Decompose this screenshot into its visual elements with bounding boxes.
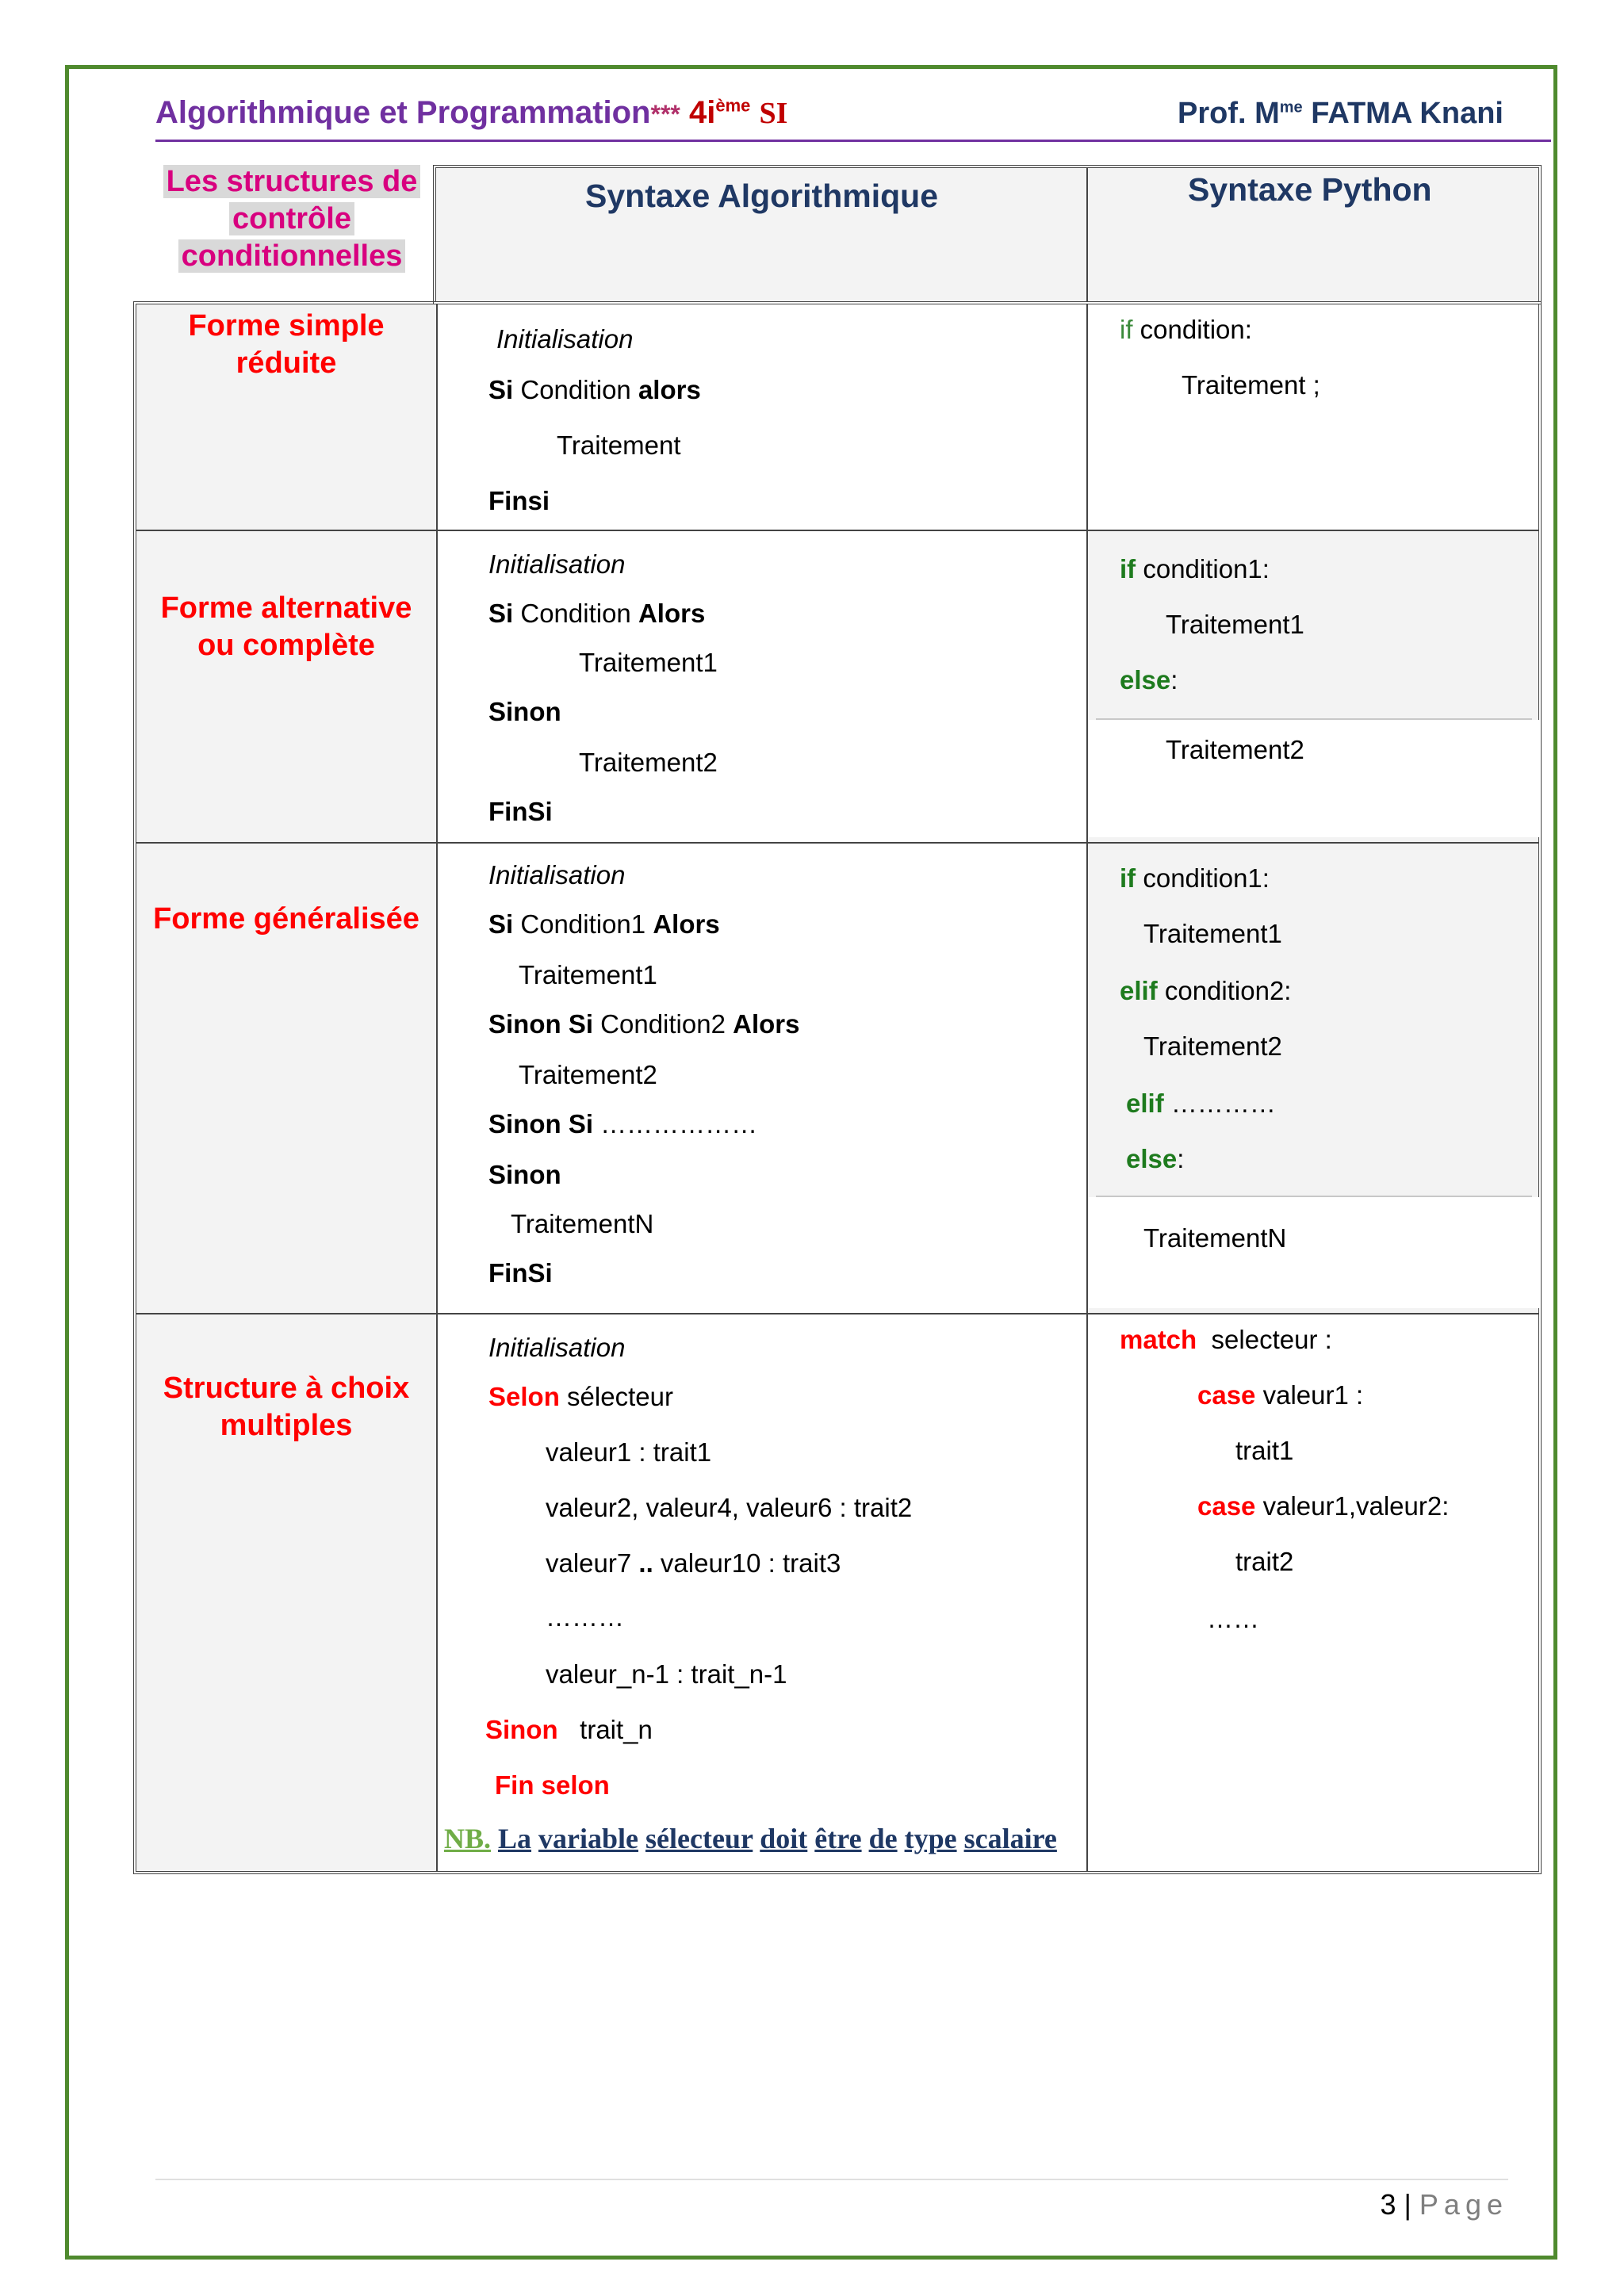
python-cell-1 — [1086, 304, 1538, 530]
python-line: Traitement2 — [1166, 735, 1304, 764]
algo-line: Fin selon — [495, 1770, 610, 1800]
algo-cell-4 — [436, 1313, 1086, 1871]
col-header-python: Syntaxe Python — [1188, 171, 1432, 208]
algo-line: Sinon — [488, 697, 561, 726]
algo-line: Initialisation — [488, 860, 626, 890]
python-line: case valeur1,valeur2: — [1197, 1491, 1450, 1521]
algo-cell-1 — [436, 304, 1086, 530]
algo-line: Si Condition1 Alors — [488, 909, 720, 939]
python-line: elif ………… — [1126, 1089, 1276, 1118]
python-line: Traitement1 — [1143, 919, 1282, 948]
python-line: trait1 — [1235, 1436, 1294, 1465]
python-line: Traitement1 — [1166, 610, 1304, 639]
algo-cell-3 — [436, 842, 1086, 1313]
algo-line: ……… — [546, 1602, 624, 1632]
header-table — [433, 165, 1542, 304]
algo-line: Sinon Si Condition2 Alors — [488, 1009, 800, 1039]
python-line: match selecteur : — [1120, 1325, 1332, 1354]
python-line: elif condition2: — [1120, 976, 1292, 1005]
algo-line: valeur_n-1 : trait_n-1 — [546, 1659, 787, 1689]
algo-line: Sinon trait_n — [485, 1715, 653, 1744]
page-number: 3 | Page — [1380, 2188, 1508, 2221]
row-label-cell-4 — [136, 1313, 436, 1871]
python-line: …… — [1207, 1604, 1259, 1633]
row-label-simple: Forme simple réduite — [188, 309, 385, 380]
python-cell-2 — [1086, 530, 1538, 842]
algo-line: valeur2, valeur4, valeur6 : trait2 — [546, 1493, 913, 1522]
algo-line: Traitement1 — [579, 648, 718, 677]
algo-line: FinSi — [488, 1258, 553, 1288]
page-header — [155, 94, 1551, 142]
python-line: case valeur1 : — [1197, 1380, 1364, 1410]
title-text: Algorithmique et Programmation — [155, 95, 651, 130]
algo-line: Initialisation — [488, 549, 626, 579]
row-label-choix-multiples: Structure à choix multiples — [163, 1372, 410, 1442]
python-cell-3 — [1086, 842, 1538, 1313]
algo-line: Sinon Si ……………… — [488, 1109, 758, 1138]
note: NB. La variable sélecteur doit être de type scalaire — [444, 1823, 1057, 1854]
algo-line: Traitement2 — [519, 1060, 657, 1089]
algo-line: Traitement1 — [519, 960, 657, 989]
section-text: SI — [759, 97, 788, 130]
algo-line: TraitementN — [511, 1209, 654, 1238]
corner-label: Les structures de contrôle conditionnelles — [159, 163, 425, 275]
python-line: TraitementN — [1143, 1223, 1287, 1253]
python-line: if condition1: — [1120, 554, 1270, 584]
main-table — [133, 301, 1542, 1874]
python-line: else: — [1126, 1144, 1185, 1173]
footer-divider — [155, 2179, 1508, 2180]
python-else-body — [1088, 1197, 1540, 1308]
col-header-algo: Syntaxe Algorithmique — [585, 178, 938, 214]
algo-line: Traitement — [557, 430, 681, 460]
python-line: trait2 — [1235, 1547, 1294, 1576]
course-title — [155, 95, 787, 131]
algo-line: valeur7 .. valeur10 : trait3 — [546, 1548, 841, 1578]
algo-line: Si Condition alors — [488, 375, 701, 404]
row-label-generalisee: Forme généralisée — [153, 902, 419, 936]
algo-line: valeur1 : trait1 — [546, 1437, 712, 1467]
algo-line: Si Condition Alors — [488, 599, 706, 628]
python-else-body — [1088, 720, 1540, 837]
python-cell-4 — [1086, 1313, 1538, 1871]
header-cell-algo — [436, 168, 1086, 301]
row-label-cell-1 — [136, 304, 436, 530]
title-stars: *** — [650, 100, 680, 128]
row-label-alternative: Forme alternative ou complète — [160, 591, 412, 662]
algo-line: Sinon — [488, 1160, 561, 1189]
author: Prof. $M^{me}$ FATMA Knani — [1177, 97, 1503, 130]
python-line: Traitement ; — [1182, 370, 1320, 400]
algo-line: Selon sélecteur — [488, 1382, 673, 1411]
algo-line: Finsi — [488, 486, 550, 515]
algo-line: FinSi — [488, 797, 553, 826]
level-text: $4i^{ème}$ — [688, 95, 751, 130]
python-line: else: — [1120, 665, 1178, 695]
algo-cell-2 — [436, 530, 1086, 842]
header-cell-python — [1086, 168, 1538, 301]
python-line: if condition1: — [1120, 863, 1270, 893]
row-label-cell-3 — [136, 842, 436, 1313]
python-line: if condition: — [1120, 315, 1252, 344]
algo-line: Traitement2 — [579, 748, 718, 777]
algo-line: Initialisation — [488, 1333, 626, 1362]
algo-line: Initialisation — [496, 324, 634, 354]
python-line: Traitement2 — [1143, 1031, 1282, 1061]
row-label-cell-2 — [136, 530, 436, 842]
